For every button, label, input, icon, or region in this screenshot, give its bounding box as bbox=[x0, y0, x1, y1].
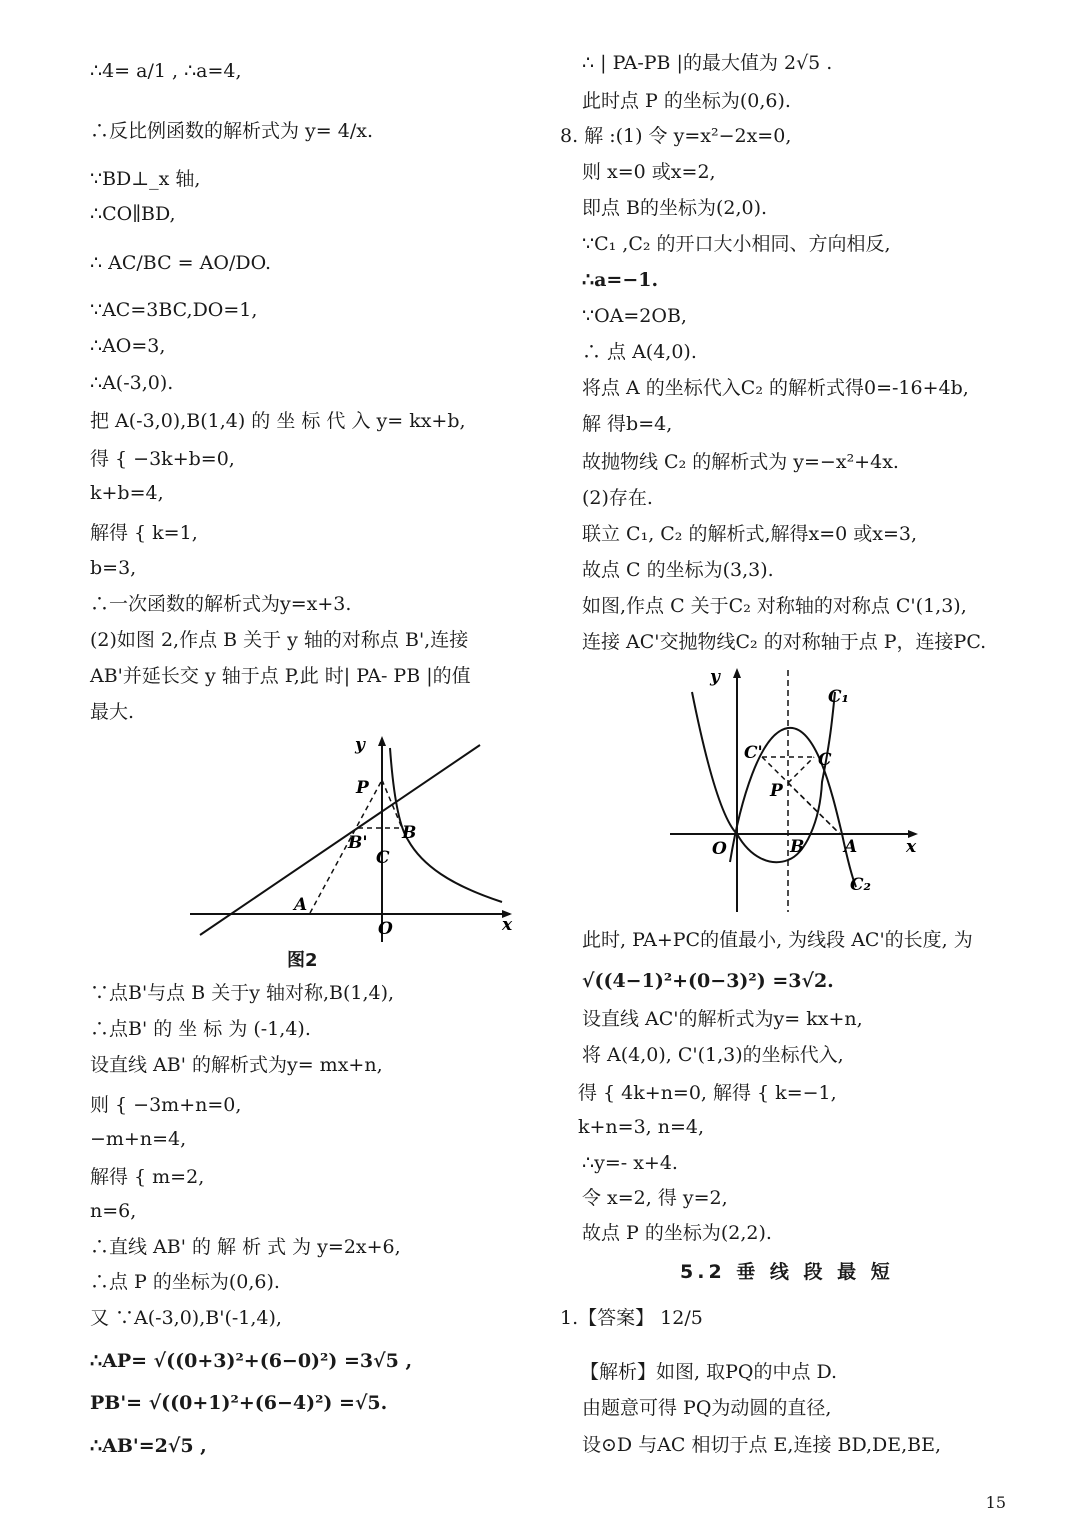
text-line: ∵OA=2OB, bbox=[582, 305, 687, 327]
text-line: 此时, PA+PC的值最小, 为线段 AC'的长度, 为 bbox=[582, 929, 973, 951]
point-c-label: C bbox=[818, 750, 832, 770]
origin-label: O bbox=[378, 919, 393, 939]
text-line: 则 x=0 或x=2, bbox=[582, 161, 716, 183]
point-p-label: P bbox=[356, 778, 369, 798]
origin-label: O bbox=[712, 839, 727, 859]
text-line: 【解析】如图, 取PQ的中点 D. bbox=[580, 1361, 838, 1383]
text-line: 如图,作点 C 关于C₂ 对称轴的对称点 C'(1,3), bbox=[582, 595, 967, 617]
y-axis-label: y bbox=[355, 735, 365, 755]
text-line: ∴A(-3,0). bbox=[90, 372, 174, 394]
text-line: ∴点B' 的 坐 标 为 (-1,4). bbox=[90, 1018, 311, 1040]
text-line: 连接 AC'交抛物线C₂ 的对称轴于点 P，连接PC. bbox=[582, 631, 987, 653]
point-b-label: B bbox=[790, 837, 805, 857]
point-b-prime-label: B' bbox=[348, 833, 368, 853]
point-a-label: A bbox=[844, 837, 858, 857]
text-line: 即点 B的坐标为(2,0). bbox=[582, 197, 768, 219]
text-line: ∴AO=3, bbox=[90, 335, 166, 357]
text-line: k+b=4, bbox=[90, 482, 164, 504]
point-b-label: B bbox=[402, 823, 417, 843]
text-line: 又 ∵A(-3,0),B'(-1,4), bbox=[90, 1307, 282, 1329]
text-line: 将 A(4,0), C'(1,3)的坐标代入, bbox=[582, 1044, 844, 1066]
text-line: 令 x=2, 得 y=2, bbox=[582, 1187, 728, 1209]
text-line: ∵C₁ ,C₂ 的开口大小相同、方向相反, bbox=[582, 233, 891, 255]
x-axis-label: x bbox=[502, 915, 513, 935]
text-line: 此时点 P 的坐标为(0,6). bbox=[582, 90, 791, 112]
text-line: ∴一次函数的解析式为y=x+3. bbox=[90, 593, 352, 615]
text-line: 联立 C₁, C₂ 的解析式,解得x=0 或x=3, bbox=[582, 523, 918, 545]
text-line: ∴CO∥BD, bbox=[90, 203, 176, 225]
text-line: ∴y=- x+4. bbox=[582, 1152, 678, 1174]
text-line: ∵点B'与点 B 关于y 轴对称,B(1,4), bbox=[90, 982, 395, 1004]
text-line: 故抛物线 C₂ 的解析式为 y=−x²+4x. bbox=[582, 451, 899, 473]
point-a-label: A bbox=[294, 895, 308, 915]
text-line: (2)如图 2,作点 B 关于 y 轴的对称点 B',连接 bbox=[90, 629, 469, 651]
page-number: 15 bbox=[985, 1493, 1006, 1512]
text-line: 故点 C 的坐标为(3,3). bbox=[582, 559, 774, 581]
text-line: 得 { 4k+n=0, 解得 { k=−1, bbox=[578, 1082, 837, 1104]
text-line: 设直线 AC'的解析式为y= kx+n, bbox=[582, 1008, 863, 1030]
x-axis-label: x bbox=[906, 837, 917, 857]
text-line: 设直线 AB' 的解析式为y= mx+n, bbox=[90, 1054, 383, 1076]
text-line: 则 { −3m+n=0, bbox=[90, 1094, 242, 1116]
section-title: 5.2 垂 线 段 最 短 bbox=[680, 1261, 894, 1283]
text-line: 把 A(-3,0),B(1,4) 的 坐 标 代 入 y= kx+b, bbox=[90, 410, 466, 432]
text-line: 设⊙D 与AC 相切于点 E,连接 BD,DE,BE, bbox=[582, 1434, 942, 1456]
text-line: 8. 解 :(1) 令 y=x²−2x=0, bbox=[560, 125, 792, 147]
text-line: ∴ AC/BC = AO/DO. bbox=[90, 252, 272, 274]
point-p-label: P bbox=[770, 781, 783, 801]
text-line: 解 得b=4, bbox=[582, 413, 673, 435]
text-line: −m+n=4, bbox=[90, 1128, 187, 1150]
text-line: 1.【答案】 12/5 bbox=[560, 1307, 703, 1329]
curve-c2-label: C₂ bbox=[850, 875, 871, 895]
text-line: √((4−1)²+(0−3)²) =3√2. bbox=[582, 970, 834, 992]
point-c-label: C bbox=[376, 848, 390, 868]
text-line: ∴4= a/1 , ∴a=4, bbox=[90, 60, 242, 82]
text-line: ∵AC=3BC,DO=1, bbox=[90, 299, 258, 321]
text-line: ∴AP= √((0+3)²+(6−0)²) =3√5 , bbox=[90, 1350, 413, 1372]
text-line: ∴AB'=2√5 , bbox=[90, 1435, 207, 1457]
text-line: ∴ | PA-PB |的最大值为 2√5 . bbox=[582, 52, 833, 74]
text-line: ∴a=−1. bbox=[582, 269, 659, 291]
figure-2-graph bbox=[190, 730, 530, 945]
text-line: PB'= √((0+1)²+(6−4)²) =√5. bbox=[90, 1392, 388, 1414]
text-line: ∴点 P 的坐标为(0,6). bbox=[90, 1271, 280, 1293]
text-line: ∵BD⊥_x 轴, bbox=[90, 168, 201, 190]
text-line: 得 { −3k+b=0, bbox=[90, 448, 235, 470]
text-line: 故点 P 的坐标为(2,2). bbox=[582, 1222, 772, 1244]
text-line: b=3, bbox=[90, 557, 137, 579]
y-axis-label: y bbox=[710, 667, 720, 687]
text-line: n=6, bbox=[90, 1200, 137, 1222]
text-line: 解得 { m=2, bbox=[90, 1166, 205, 1188]
text-line: k+n=3, n=4, bbox=[578, 1116, 705, 1138]
parabola-figure bbox=[670, 662, 930, 917]
text-line: 由题意可得 PQ为动圆的直径, bbox=[582, 1397, 832, 1419]
figure-caption: 图2 bbox=[287, 950, 318, 971]
point-c-prime-label: C' bbox=[744, 743, 763, 763]
text-line: ∴反比例函数的解析式为 y= 4/x. bbox=[90, 120, 373, 142]
text-line: AB'并延长交 y 轴于点 P,此 时| PA- PB |的值 bbox=[90, 665, 471, 687]
text-line: 最大. bbox=[90, 701, 135, 723]
text-line: 将点 A 的坐标代入C₂ 的解析式得0=-16+4b, bbox=[582, 377, 969, 399]
text-line: 解得 { k=1, bbox=[90, 522, 198, 544]
text-line: ∴ 点 A(4,0). bbox=[582, 341, 697, 363]
curve-c1-label: C₁ bbox=[828, 687, 849, 707]
text-line: (2)存在. bbox=[582, 487, 653, 509]
text-line: ∴直线 AB' 的 解 析 式 为 y=2x+6, bbox=[90, 1236, 401, 1258]
